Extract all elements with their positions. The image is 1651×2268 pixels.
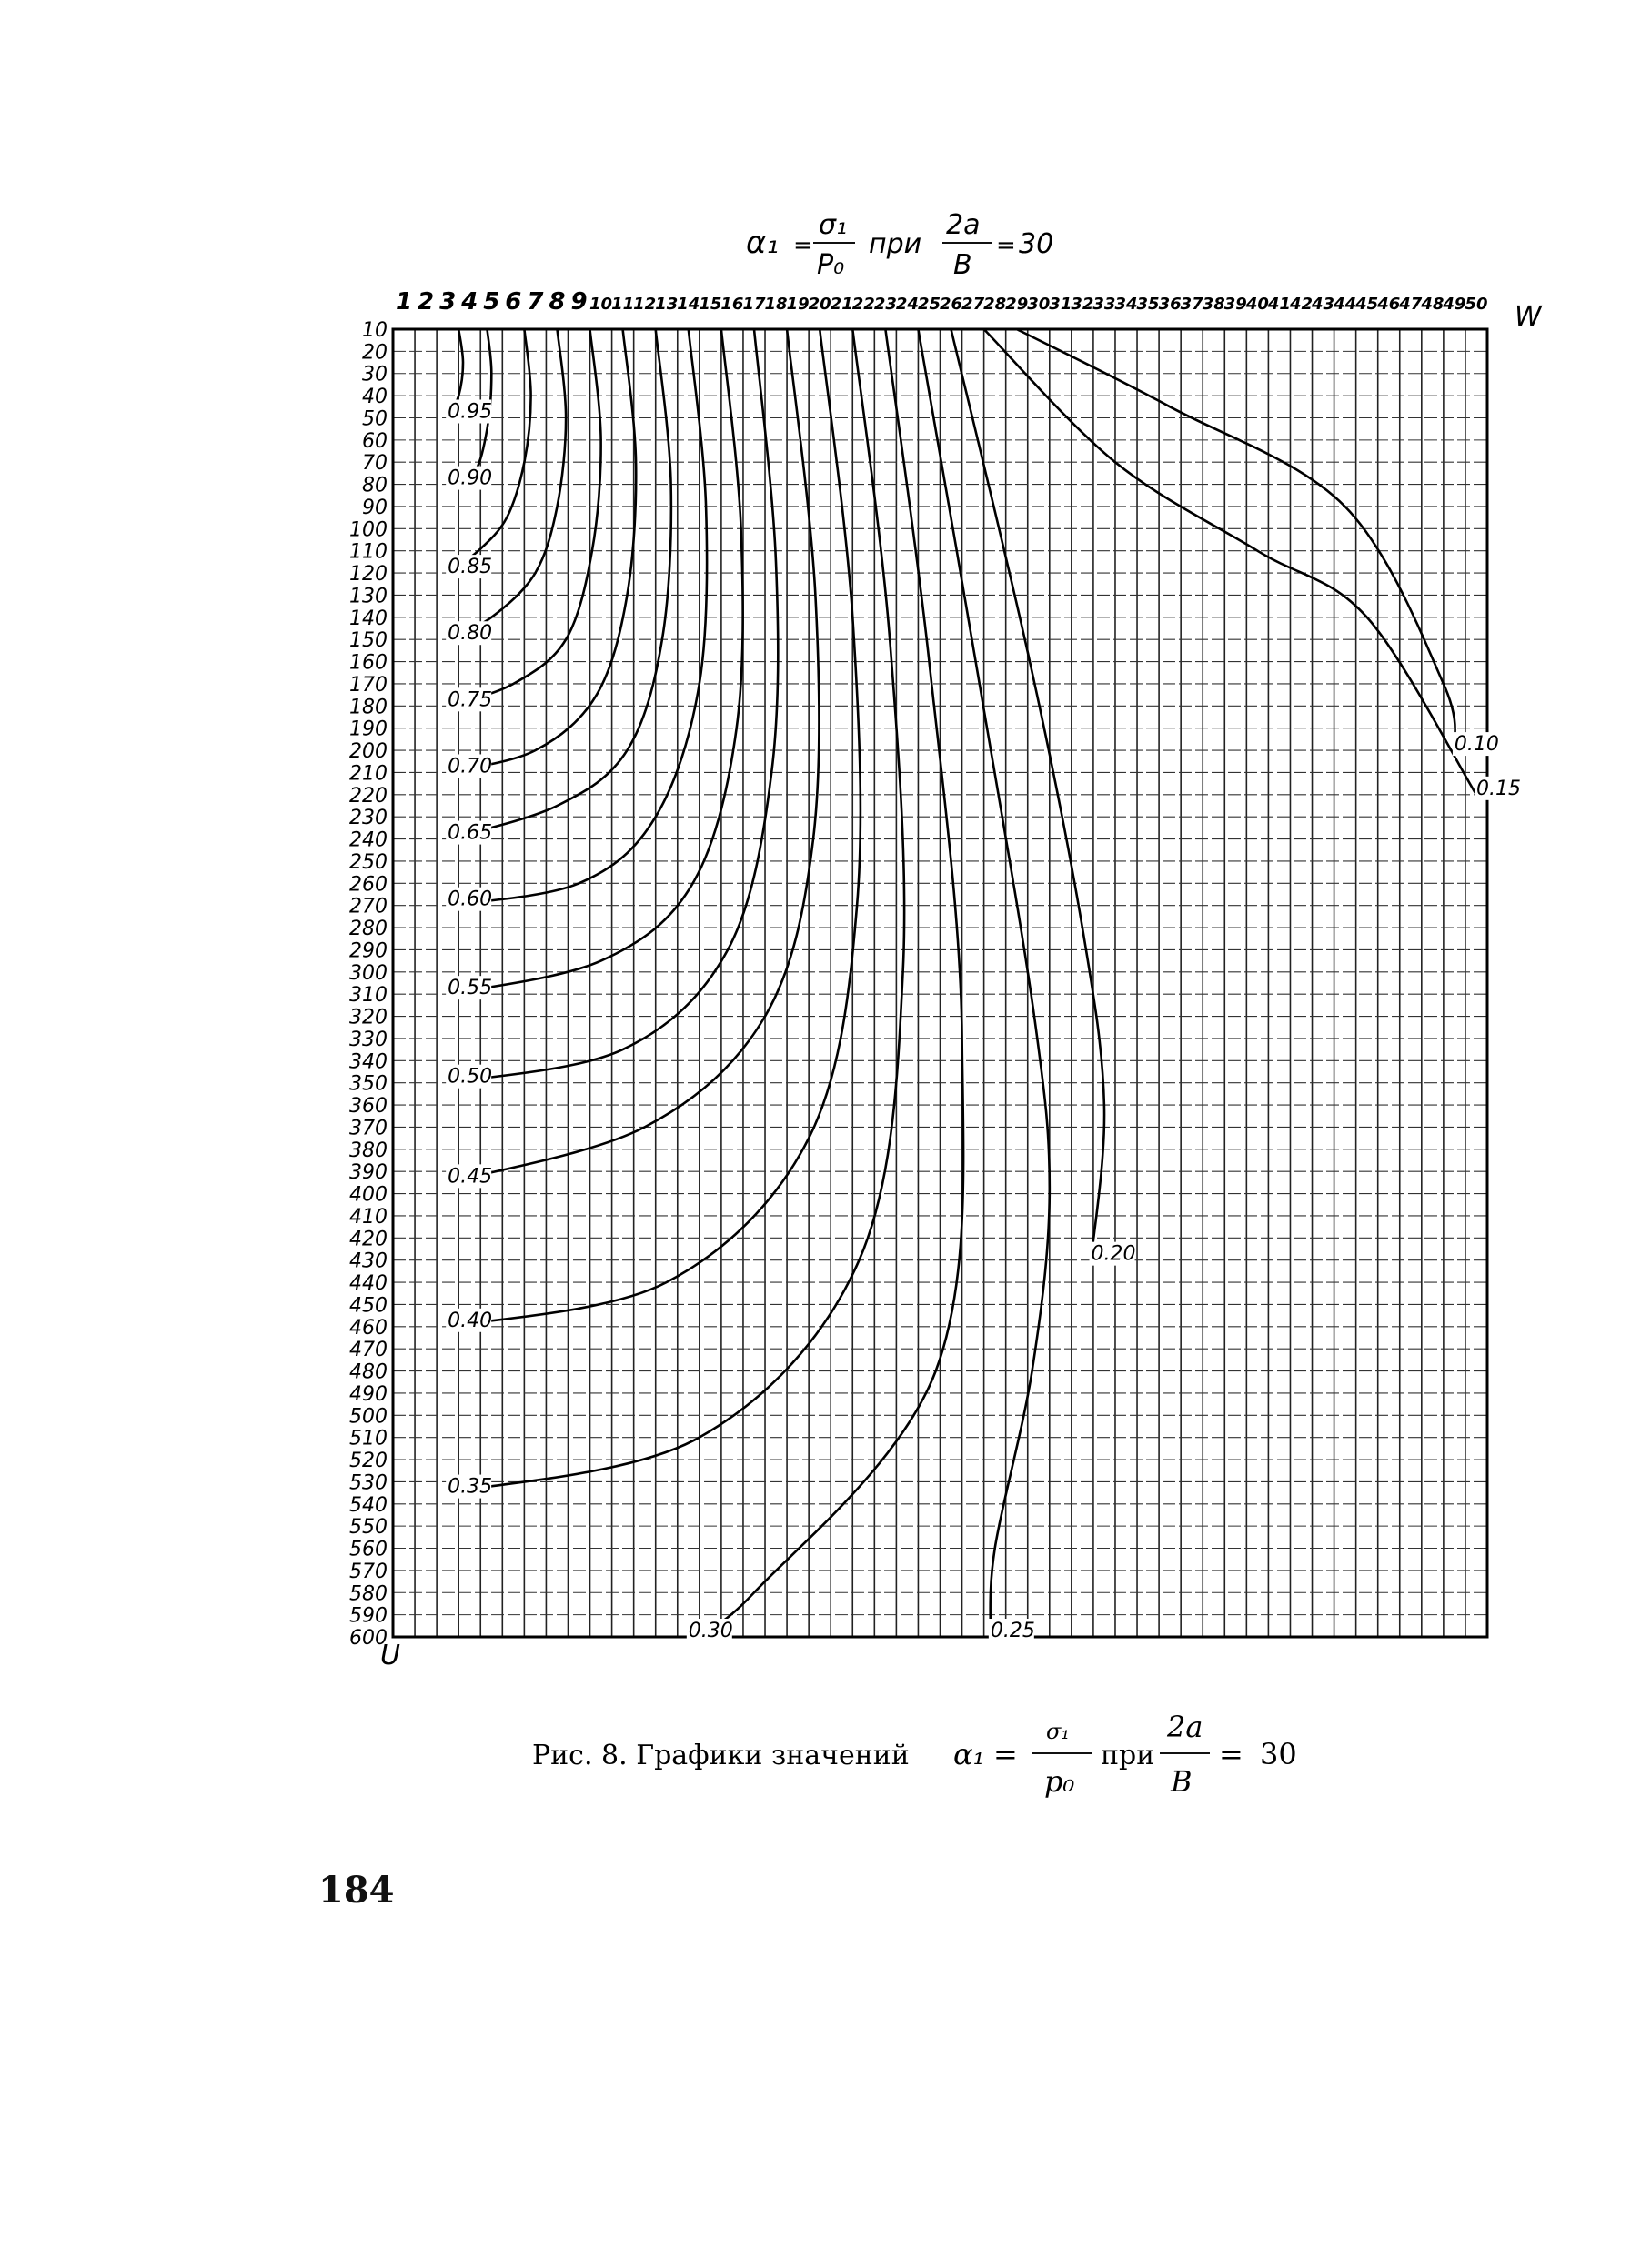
x-tick-label: 48 <box>1421 295 1445 314</box>
caption-eq2: = <box>1219 1737 1243 1771</box>
x-tick-label: 26 <box>939 295 963 314</box>
y-tick-label: 590 <box>349 1604 388 1628</box>
curve-label: 0.50 <box>448 1065 493 1089</box>
y-tick-label: 490 <box>349 1382 388 1406</box>
y-tick-label: 400 <box>349 1183 388 1207</box>
y-tick-label: 340 <box>349 1050 388 1074</box>
y-tick-label: 300 <box>349 961 388 985</box>
curve-0-85 <box>448 329 530 573</box>
x-tick-label: 5 <box>483 288 500 316</box>
y-tick-label: 450 <box>349 1294 388 1318</box>
x-tick-label: 17 <box>742 295 766 314</box>
x-tick-label: 50 <box>1465 295 1488 314</box>
x-tick-label: 16 <box>720 295 744 314</box>
caption-den: p₀ <box>1044 1764 1075 1799</box>
x-tick-label: 11 <box>611 295 635 314</box>
caption-word: при <box>1101 1740 1155 1771</box>
y-tick-label: 130 <box>349 585 388 608</box>
y-tick-label: 80 <box>362 474 388 497</box>
title-lhs: α₁ <box>746 225 780 261</box>
x-tick-label: 30 <box>1027 295 1051 314</box>
curve-label: 0.40 <box>448 1309 493 1332</box>
y-tick-label: 410 <box>349 1205 388 1229</box>
x-tick-label: 24 <box>895 295 919 314</box>
curve-label: 0.10 <box>1454 733 1499 757</box>
y-tick-label: 110 <box>349 540 388 564</box>
x-tick-label: 8 <box>549 288 566 316</box>
y-tick-label: 460 <box>349 1316 388 1340</box>
curve-label: 0.55 <box>448 977 493 1000</box>
x-tick-label: 19 <box>786 295 810 314</box>
title-den2: B <box>953 249 972 281</box>
curve-0-30 <box>689 329 963 1637</box>
y-tick-label: 120 <box>349 563 388 587</box>
x-tick-label: 45 <box>1355 295 1379 314</box>
caption-value: 30 <box>1260 1737 1297 1771</box>
curve-label: 0.85 <box>448 556 493 579</box>
y-tick-label: 90 <box>362 496 388 519</box>
curve-0-40 <box>448 329 861 1327</box>
x-tick-label: 15 <box>699 295 722 314</box>
x-tick-label: 39 <box>1223 295 1247 314</box>
y-tick-label: 600 <box>349 1627 388 1650</box>
x-tick-label: 28 <box>983 295 1007 314</box>
curve-label: 0.35 <box>448 1475 493 1499</box>
x-tick-label: 29 <box>1005 295 1029 314</box>
y-axis-label: U <box>380 1640 400 1671</box>
y-tick-label: 40 <box>362 386 388 409</box>
y-tick-label: 140 <box>349 607 388 630</box>
curve-0-15 <box>984 329 1476 795</box>
y-tick-label: 570 <box>349 1560 388 1583</box>
x-tick-label: 46 <box>1377 295 1401 314</box>
curve-label: 0.80 <box>448 622 493 646</box>
caption-num: σ₁ <box>1046 1719 1071 1744</box>
title-den: P₀ <box>817 249 845 281</box>
title-eq2: = <box>996 232 1016 259</box>
grid <box>393 329 1487 1637</box>
y-tick-label: 440 <box>349 1272 388 1296</box>
x-tick-label: 31 <box>1049 295 1072 314</box>
y-tick-label: 370 <box>349 1117 388 1140</box>
x-tick-label: 40 <box>1245 295 1269 314</box>
y-tick-label: 310 <box>349 984 388 1008</box>
y-tick-label: 170 <box>349 673 388 697</box>
y-tick-label: 520 <box>349 1450 388 1473</box>
x-tick-label: 42 <box>1289 295 1314 314</box>
x-tick-label: 6 <box>505 288 522 316</box>
curve-label: 0.20 <box>1091 1242 1136 1266</box>
y-tick-label: 550 <box>349 1516 388 1540</box>
y-tick-label: 420 <box>349 1228 388 1251</box>
y-tick-label: 360 <box>349 1095 388 1119</box>
y-tick-label: 390 <box>349 1161 388 1185</box>
x-tick-label: 1 <box>395 288 413 316</box>
title-num2: 2a <box>946 209 981 241</box>
curve-label: 0.45 <box>448 1165 493 1189</box>
y-tick-label: 270 <box>349 895 388 918</box>
x-tick-label: 4 <box>461 288 478 316</box>
title-eq: = <box>793 232 813 259</box>
y-tick-label: 500 <box>349 1405 388 1429</box>
y-tick-label: 530 <box>349 1471 388 1495</box>
x-tick-label: 9 <box>570 288 588 316</box>
y-tick-label: 560 <box>349 1538 388 1561</box>
curve-label: 0.75 <box>448 688 493 712</box>
y-tick-label: 200 <box>349 740 388 764</box>
curve-label: 0.25 <box>990 1620 1035 1642</box>
x-tick-label: 35 <box>1136 295 1160 314</box>
x-tick-label: 14 <box>677 295 700 314</box>
y-tick-label: 190 <box>349 718 388 741</box>
y-tick-label: 70 <box>362 452 388 476</box>
x-tick-label: 43 <box>1312 295 1335 314</box>
x-axis-label: W <box>1515 301 1542 333</box>
y-tick-label: 430 <box>349 1249 388 1273</box>
caption-lhs: α₁ <box>953 1737 985 1771</box>
x-tick-label: 21 <box>830 295 853 314</box>
caption-num2: 2a <box>1167 1710 1203 1744</box>
x-tick-label: 33 <box>1092 295 1116 314</box>
y-tick-label: 580 <box>349 1582 388 1606</box>
x-tick-label: 41 <box>1267 295 1291 314</box>
y-tick-label: 470 <box>349 1339 388 1362</box>
title-num: σ₁ <box>819 209 848 241</box>
curve-label: 0.30 <box>688 1620 733 1642</box>
y-tick-label: 180 <box>349 696 388 719</box>
y-tick-label: 480 <box>349 1360 388 1384</box>
x-tick-label: 32 <box>1071 295 1094 314</box>
x-tick-label: 34 <box>1114 295 1138 314</box>
x-tick-label: 20 <box>808 295 831 314</box>
x-tick-label: 38 <box>1202 295 1225 314</box>
caption-eq: = <box>993 1737 1018 1771</box>
y-tick-label: 280 <box>349 918 388 941</box>
y-tick-label: 240 <box>349 828 388 852</box>
y-tick-label: 100 <box>349 518 388 542</box>
x-tick-label: 47 <box>1399 295 1423 314</box>
figure-caption <box>0 1701 1651 1828</box>
page-number: 184 <box>318 1869 395 1912</box>
curve-label: 0.15 <box>1475 777 1521 800</box>
y-tick-label: 510 <box>349 1427 388 1450</box>
y-tick-label: 160 <box>349 651 388 675</box>
y-tick-label: 220 <box>349 784 388 808</box>
y-tick-label: 260 <box>349 873 388 897</box>
x-tick-label: 10 <box>589 295 613 314</box>
y-tick-label: 290 <box>349 939 388 963</box>
curve-label: 0.95 <box>448 400 493 424</box>
y-tick-label: 210 <box>349 762 388 786</box>
x-tick-label: 27 <box>961 295 985 314</box>
curve-label: 0.70 <box>448 755 493 778</box>
y-tick-label: 230 <box>349 807 388 830</box>
y-tick-label: 330 <box>349 1028 388 1051</box>
y-tick-labels <box>349 319 388 1650</box>
title-value: 30 <box>1019 228 1054 260</box>
curve-label: 0.65 <box>448 821 493 845</box>
y-tick-label: 30 <box>362 363 388 386</box>
curve-0-10 <box>1017 329 1455 750</box>
y-tick-label: 320 <box>349 1006 388 1029</box>
y-tick-label: 380 <box>349 1139 388 1162</box>
curve-label: 0.90 <box>448 467 493 490</box>
x-tick-label: 22 <box>851 295 875 314</box>
x-tick-label: 7 <box>527 288 544 316</box>
x-tick-label: 37 <box>1180 295 1203 314</box>
x-tick-label: 36 <box>1158 295 1182 314</box>
x-tick-label: 23 <box>873 295 897 314</box>
y-tick-label: 350 <box>349 1072 388 1096</box>
y-tick-label: 50 <box>362 407 388 431</box>
y-tick-label: 60 <box>362 429 388 453</box>
y-tick-label: 20 <box>362 341 388 365</box>
x-tick-label: 44 <box>1334 295 1357 314</box>
y-tick-label: 150 <box>349 629 388 653</box>
x-tick-label: 25 <box>917 295 941 314</box>
x-tick-label: 49 <box>1443 295 1466 314</box>
x-tick-label: 2 <box>418 288 435 316</box>
x-tick-labels <box>396 288 1488 316</box>
x-tick-label: 12 <box>633 295 657 314</box>
curve-label: 0.60 <box>448 888 493 911</box>
y-tick-label: 540 <box>349 1493 388 1517</box>
caption-prefix: Рис. 8. Графики значений <box>532 1740 910 1771</box>
x-tick-label: 13 <box>655 295 679 314</box>
caption-den2: B <box>1171 1764 1193 1799</box>
y-tick-label: 250 <box>349 850 388 874</box>
title-word: при <box>869 228 922 260</box>
x-tick-label: 18 <box>764 295 788 314</box>
y-tick-label: 10 <box>362 319 388 342</box>
x-tick-label: 3 <box>439 288 457 316</box>
